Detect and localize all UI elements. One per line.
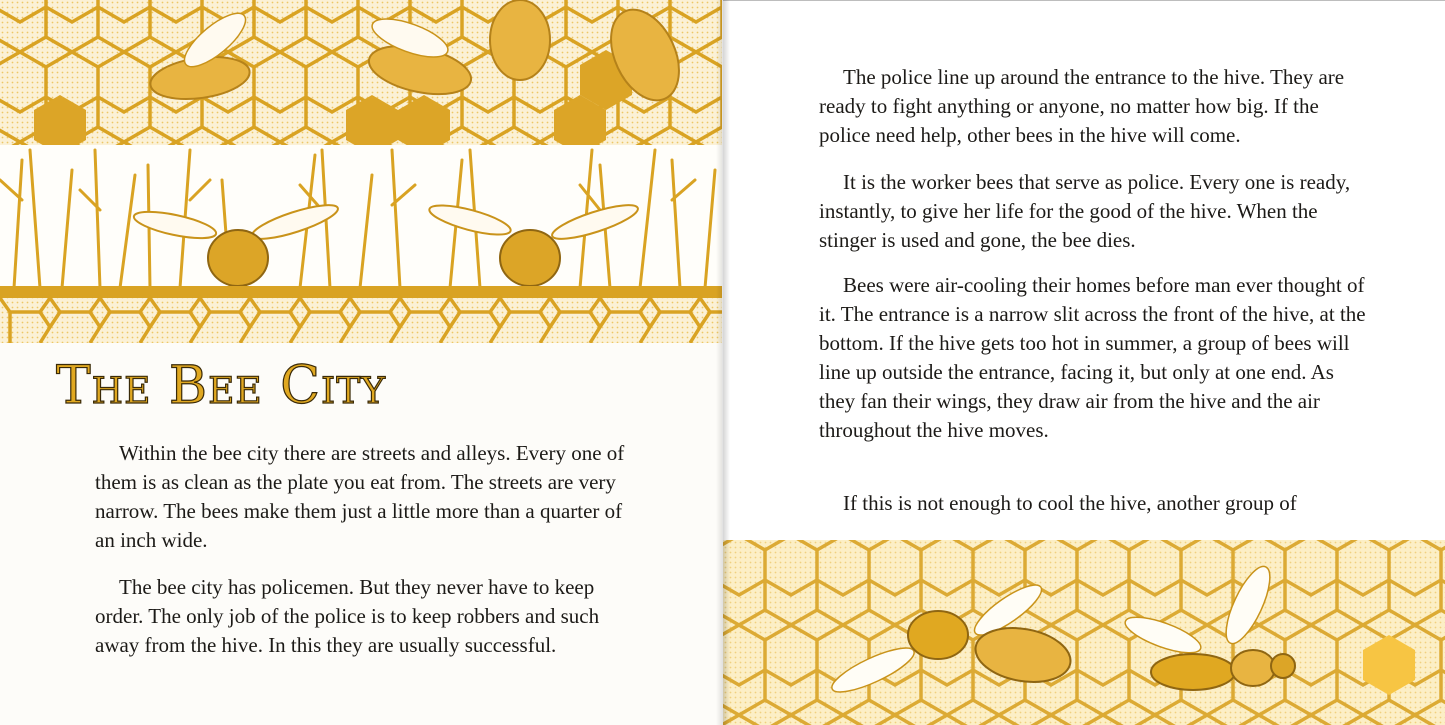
paragraph: The bee city has policemen. But they never have to keep order. The only job of the police is to keep robbers and such away from the hive. In this they are usually successful.: [95, 575, 600, 657]
paragraph: The police line up around the entrance to the hive. They are ready to fight anything or anyone, no matter how big. If the police need help, other bees in the hive will come.: [819, 65, 1345, 147]
paragraph: Bees were air-cooling their homes before man ever thought of it. The entrance is a narrow slit across the front of the hive, at the bottom. If the hive gets too hot in summer, a group of bees will line up outside the entrance, facing it, but only at one end. As they fan their wings, they draw air from the hive and the air throughout the hive moves.: [819, 273, 1366, 442]
paragraph: Within the bee city there are streets and alleys. Every one of them is as clean as the plate you eat from. The streets are very narrow. The bees make them just a little more than a quarter of an inch wide.: [95, 441, 625, 552]
paragraph: If this is not enough to cool the hive, another group of: [843, 491, 1297, 515]
honeycomb-two-bees-illustration: [723, 540, 1445, 725]
page-top-edge: [723, 0, 1445, 1]
bee-icon: [490, 0, 550, 80]
right-page: [723, 0, 1445, 725]
page-title: The Bee City: [56, 356, 386, 416]
honeycomb-bees-illustration: [0, 0, 722, 343]
left-page: [0, 0, 722, 725]
paragraph: It is the worker bees that serve as police. Every one is ready, instantly, to give her life for the good of the hive. When the stinger is used and gone, the bee dies.: [819, 170, 1351, 252]
